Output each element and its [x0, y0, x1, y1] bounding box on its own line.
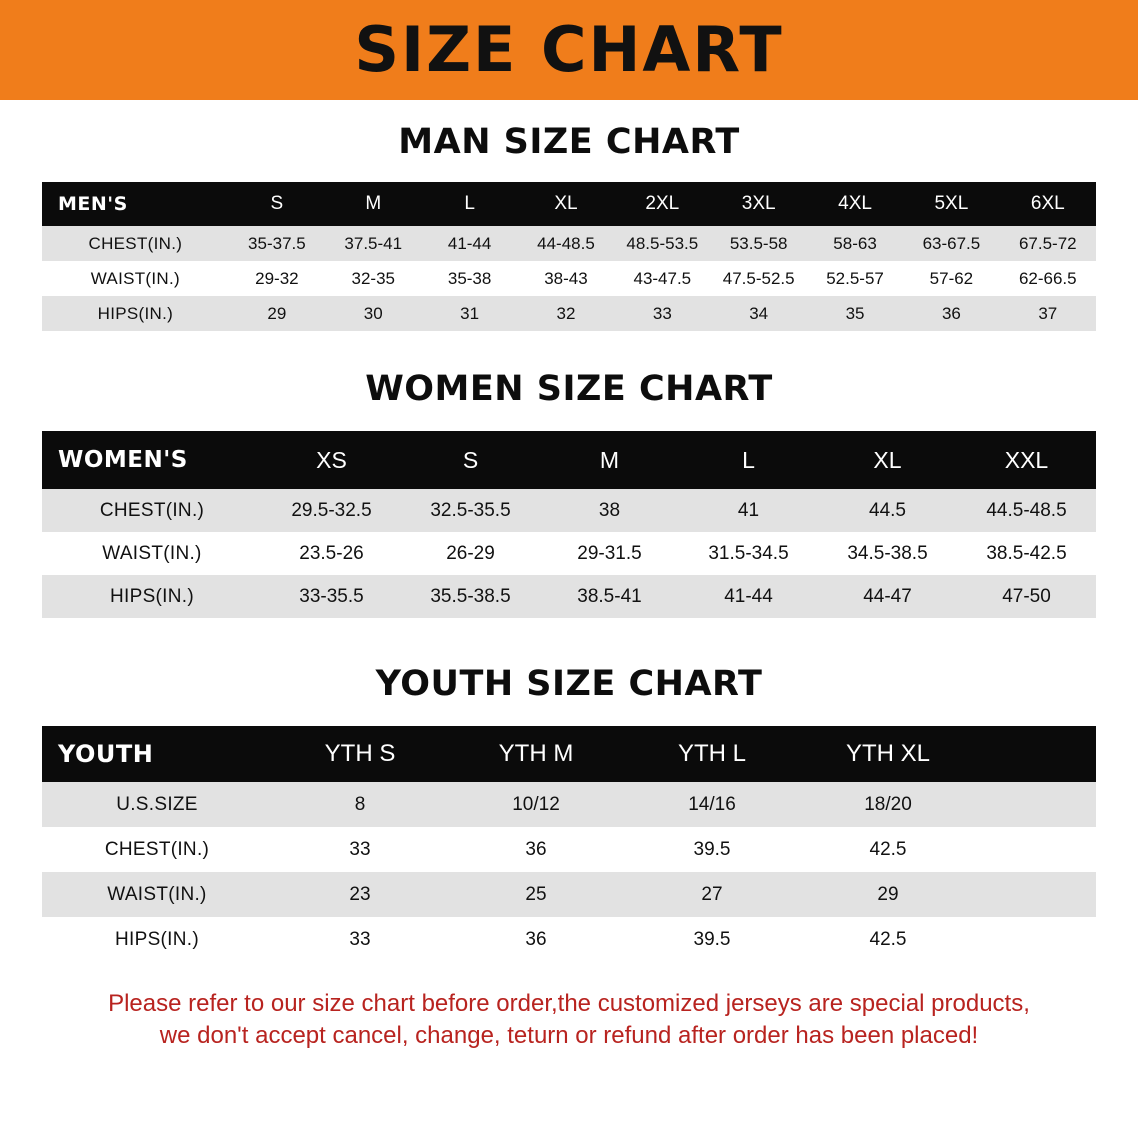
- table-cell: 44.5: [818, 489, 957, 532]
- table-cell: 29.5-32.5: [262, 489, 401, 532]
- table-cell: 57-62: [903, 261, 999, 296]
- men-table-header-row: [42, 182, 1096, 226]
- table-row: [42, 489, 1096, 532]
- men-header-cell: 5XL: [903, 182, 999, 226]
- table-cell: 47.5-52.5: [711, 261, 807, 296]
- table-cell: 38.5-42.5: [957, 532, 1096, 575]
- table-row: [42, 782, 1096, 827]
- youth-header-cell: YTH S: [272, 726, 448, 782]
- table-cell: 53.5-58: [711, 226, 807, 261]
- table-cell: 52.5-57: [807, 261, 903, 296]
- table-cell: 33: [272, 827, 448, 872]
- table-cell: 42.5: [800, 917, 976, 962]
- table-cell: 23: [272, 872, 448, 917]
- table-cell: 30: [325, 296, 421, 331]
- table-cell: 39.5: [624, 917, 800, 962]
- row-label: WAIST(IN.): [42, 532, 262, 575]
- table-cell: 39.5: [624, 827, 800, 872]
- table-cell: 25: [448, 872, 624, 917]
- table-cell: 36: [448, 827, 624, 872]
- youth-size-table: [42, 726, 1096, 962]
- table-cell: 35.5-38.5: [401, 575, 540, 618]
- table-cell: 32-35: [325, 261, 421, 296]
- table-cell: 41-44: [421, 226, 517, 261]
- table-row: [42, 532, 1096, 575]
- table-cell: 42.5: [800, 827, 976, 872]
- table-cell: 31: [421, 296, 517, 331]
- table-cell: 43-47.5: [614, 261, 710, 296]
- youth-header-cell: YTH M: [448, 726, 624, 782]
- table-cell: 33-35.5: [262, 575, 401, 618]
- table-cell: 33: [614, 296, 710, 331]
- table-row: [42, 261, 1096, 296]
- men-header-cell: L: [421, 182, 517, 226]
- men-header-cell: S: [229, 182, 325, 226]
- order-policy-note-line2: we don't accept cancel, change, teturn or refund after order has been placed!: [159, 1022, 979, 1050]
- row-label: U.S.SIZE: [42, 782, 272, 827]
- women-header-cell: XL: [818, 431, 957, 489]
- women-section-title: WOMEN SIZE CHART: [365, 369, 773, 409]
- men-header-label: MEN'S: [42, 182, 229, 226]
- table-row: [42, 872, 1096, 917]
- order-policy-note: [42, 988, 1096, 1053]
- men-header-cell: 6XL: [1000, 182, 1096, 226]
- table-cell-spacer: [976, 827, 1096, 872]
- table-cell: 35-38: [421, 261, 517, 296]
- table-cell: 32.5-35.5: [401, 489, 540, 532]
- table-cell: 36: [903, 296, 999, 331]
- women-table-header-row: [42, 431, 1096, 489]
- table-cell: 32: [518, 296, 614, 331]
- table-cell: 34: [711, 296, 807, 331]
- table-cell: 33: [272, 917, 448, 962]
- row-label: CHEST(IN.): [42, 489, 262, 532]
- row-label: CHEST(IN.): [42, 827, 272, 872]
- row-label: WAIST(IN.): [42, 261, 229, 296]
- table-cell: 41: [679, 489, 818, 532]
- table-cell: 44-48.5: [518, 226, 614, 261]
- row-label: CHEST(IN.): [42, 226, 229, 261]
- table-row: [42, 226, 1096, 261]
- table-cell: 26-29: [401, 532, 540, 575]
- youth-table-header-row: [42, 726, 1096, 782]
- table-cell: 35-37.5: [229, 226, 325, 261]
- men-size-table: [42, 182, 1096, 331]
- table-cell: 29: [800, 872, 976, 917]
- man-section-title: MAN SIZE CHART: [398, 122, 740, 162]
- table-cell: 14/16: [624, 782, 800, 827]
- women-header-cell: XS: [262, 431, 401, 489]
- table-cell-spacer: [976, 917, 1096, 962]
- row-label: HIPS(IN.): [42, 296, 229, 331]
- table-cell: 35: [807, 296, 903, 331]
- men-header-cell: XL: [518, 182, 614, 226]
- table-cell: 38.5-41: [540, 575, 679, 618]
- table-cell-spacer: [976, 782, 1096, 827]
- table-cell: 34.5-38.5: [818, 532, 957, 575]
- table-cell: 37.5-41: [325, 226, 421, 261]
- table-cell: 10/12: [448, 782, 624, 827]
- women-header-label: WOMEN'S: [42, 431, 262, 489]
- row-label: WAIST(IN.): [42, 872, 272, 917]
- table-cell: 44-47: [818, 575, 957, 618]
- table-cell-spacer: [976, 872, 1096, 917]
- table-cell: 38-43: [518, 261, 614, 296]
- women-size-table: [42, 431, 1096, 618]
- table-cell: 63-67.5: [903, 226, 999, 261]
- men-header-cell: 4XL: [807, 182, 903, 226]
- youth-header-spacer: [976, 726, 1096, 782]
- banner: [0, 0, 1138, 100]
- table-cell: 67.5-72: [1000, 226, 1096, 261]
- table-cell: 31.5-34.5: [679, 532, 818, 575]
- table-row: [42, 827, 1096, 872]
- women-header-cell: L: [679, 431, 818, 489]
- table-cell: 58-63: [807, 226, 903, 261]
- table-cell: 41-44: [679, 575, 818, 618]
- table-cell: 36: [448, 917, 624, 962]
- row-label: HIPS(IN.): [42, 575, 262, 618]
- table-row: [42, 917, 1096, 962]
- youth-header-cell: YTH L: [624, 726, 800, 782]
- men-header-cell: 3XL: [711, 182, 807, 226]
- table-cell: 38: [540, 489, 679, 532]
- table-cell: 23.5-26: [262, 532, 401, 575]
- table-cell: 27: [624, 872, 800, 917]
- table-cell: 8: [272, 782, 448, 827]
- row-label: HIPS(IN.): [42, 917, 272, 962]
- women-header-cell: M: [540, 431, 679, 489]
- table-cell: 29-32: [229, 261, 325, 296]
- page-title: SIZE CHART: [354, 13, 784, 86]
- order-policy-note-line1: Please refer to our size chart before order,the customized jerseys are special products,: [108, 990, 1030, 1017]
- table-cell: 37: [1000, 296, 1096, 331]
- table-cell: 18/20: [800, 782, 976, 827]
- table-cell: 48.5-53.5: [614, 226, 710, 261]
- women-header-cell: XXL: [957, 431, 1096, 489]
- table-cell: 29: [229, 296, 325, 331]
- table-cell: 62-66.5: [1000, 261, 1096, 296]
- table-cell: 47-50: [957, 575, 1096, 618]
- table-cell: 29-31.5: [540, 532, 679, 575]
- youth-section-title: YOUTH SIZE CHART: [375, 664, 763, 704]
- table-row: [42, 296, 1096, 331]
- men-header-cell: M: [325, 182, 421, 226]
- table-cell: 44.5-48.5: [957, 489, 1096, 532]
- table-row: [42, 575, 1096, 618]
- men-header-cell: 2XL: [614, 182, 710, 226]
- youth-header-cell: YTH XL: [800, 726, 976, 782]
- women-header-cell: S: [401, 431, 540, 489]
- youth-header-label: YOUTH: [42, 726, 272, 782]
